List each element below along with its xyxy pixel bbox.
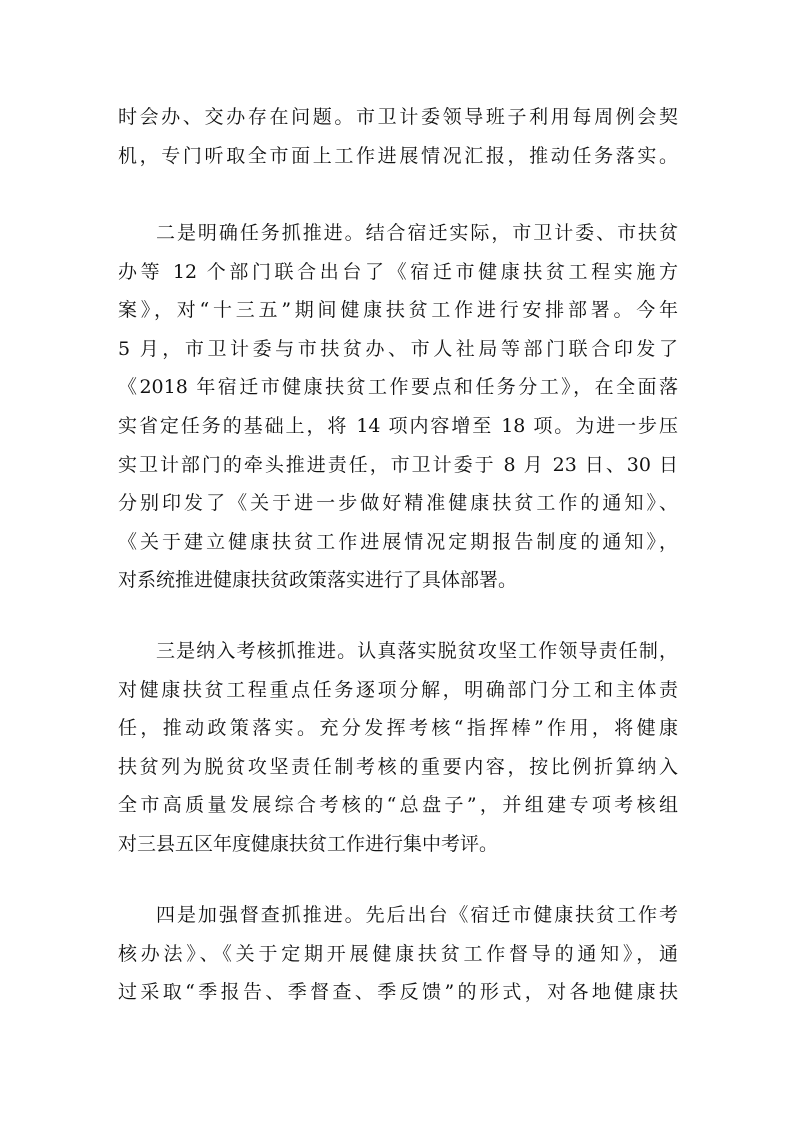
text-line: 对三县五区年度健康扶贫工作进行集中考评。 [118,832,499,855]
text-line: 机，专门听取全市面上工作进展情况汇报，推动任务落实。 [118,144,678,167]
paragraph-supervision [118,896,678,1012]
text-line: 扶贫列为脱贫攻坚责任制考核的重要内容，按比例折算纳入 [118,755,678,778]
text-line: 全市高质量发展综合考核的“总盘子”，并组建专项考核组 [118,794,678,817]
text-line: 三是纳入考核抓推进。认真落实脱贫攻坚工作领导责任制， [156,640,678,662]
paragraph-task-clarification [118,214,678,600]
text-line: 办等 12 个部门联合出台了《宿迁市健康扶贫工程实施方 [118,260,678,283]
text-line: 分别印发了《关于进一步做好精准健康扶贫工作的通知》、 [118,492,678,515]
text-line: 对健康扶贫工程重点任务逐项分解，明确部门分工和主体责 [118,678,678,701]
text-line: 实省定任务的基础上，将 14 项内容增至 18 项。为进一步压 [118,414,678,437]
text-line: 案》，对“十三五”期间健康扶贫工作进行安排部署。今年 [118,299,678,322]
text-line: 《2018 年宿迁市健康扶贫工作要点和任务分工》，在全面落 [118,376,678,399]
text-line: 《关于建立健康扶贫工作进展情况定期报告制度的通知》， [118,530,678,553]
text-line: 核办法》、《关于定期开展健康扶贫工作督导的通知》，通 [118,942,678,965]
text-line: 时会办、交办存在问题。市卫计委领导班子利用每周例会契 [118,106,678,128]
text-line: 过采取“季报告、季督查、季反馈”的形式，对各地健康扶 [118,981,678,1004]
text-line: 对系统推进健康扶贫政策落实进行了具体部署。 [118,569,518,592]
text-line: 四是加强督查抓推进。先后出台《宿迁市健康扶贫工作考 [156,904,678,926]
paragraph-continuation [118,98,678,175]
text-line: 二是明确任务抓推进。结合宿迁实际，市卫计委、市扶贫 [156,222,678,244]
paragraph-assessment [118,632,678,864]
text-line: 5 月，市卫计委与市扶贫办、市人社局等部门联合印发了 [118,337,678,360]
text-line: 任，推动政策落实。充分发挥考核“指挥棒”作用，将健康 [118,717,678,740]
text-line: 实卫计部门的牵头推进责任，市卫计委于 8 月 23 日、30 日 [118,453,678,476]
